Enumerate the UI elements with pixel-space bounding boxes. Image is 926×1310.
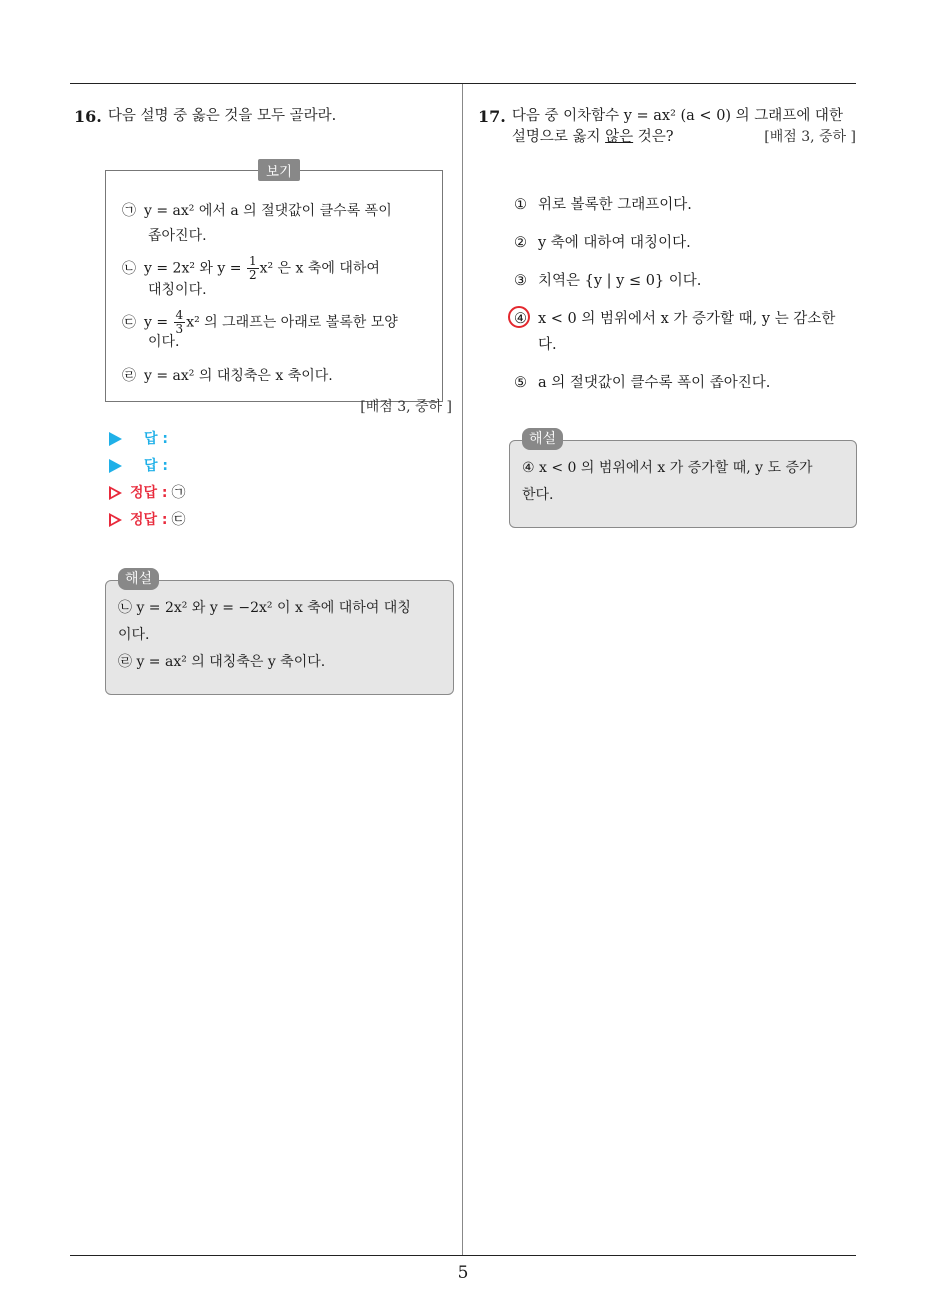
- item-text: y = ax² 에서 a 의 절댓값이 클수록 폭이: [144, 203, 392, 219]
- column-divider: [462, 84, 463, 1255]
- page-number: 5: [457, 1263, 469, 1283]
- item-text: y =: [144, 314, 169, 331]
- bogi-item-4: [122, 364, 428, 389]
- item-text: x² 은 x 축에 대하여: [259, 260, 380, 277]
- choice-list: [514, 192, 860, 396]
- explanation-body: [106, 581, 453, 684]
- item-text: y = 2x² 와 y =: [144, 260, 242, 277]
- play-arrow-icon: [109, 459, 122, 473]
- outline-arrow-icon: [109, 513, 122, 527]
- frac-numerator: 4: [175, 308, 184, 322]
- question-text-part: 설명으로 옳지: [511, 129, 606, 145]
- item-mark: ㉢: [122, 314, 136, 331]
- answer-row-1: [109, 426, 186, 453]
- item-text-cont: 이다.: [148, 334, 180, 350]
- item-mark: ㉡: [122, 260, 136, 277]
- choice-text: [538, 306, 860, 358]
- choice-text: 위로 볼록한 그래프이다.: [538, 197, 692, 213]
- choice-text: a 의 절댓값이 클수록 폭이 좁아진다.: [538, 375, 771, 391]
- answer-list: [109, 426, 186, 534]
- correct-answer-row-1: [109, 480, 186, 507]
- item-text: y = ax² 의 대칭축은 x 축이다.: [144, 368, 333, 384]
- explanation-box-16: [105, 571, 454, 695]
- answer-label: 답 :: [144, 458, 168, 474]
- score-label: [배점 3, 중하 ]: [360, 399, 452, 415]
- question-text-part: 것은?: [633, 129, 674, 145]
- explanation-label: 해설: [118, 568, 159, 590]
- bogi-label: 보기: [258, 159, 300, 181]
- question-number: 16.: [74, 107, 102, 126]
- item-mark: ㉠: [122, 203, 136, 219]
- choice-mark: ②: [514, 235, 527, 251]
- explanation-label: 해설: [522, 428, 563, 450]
- outline-arrow-icon: [109, 486, 122, 500]
- bottom-rule: [70, 1255, 856, 1256]
- item-text: x² 의 그래프는 아래로 볼록한 모양: [186, 314, 398, 331]
- question-number: 17.: [478, 107, 506, 126]
- correct-value: ㉢: [171, 512, 186, 528]
- play-arrow-icon: [109, 432, 122, 446]
- top-rule: [70, 83, 856, 84]
- correct-answer-row-2: [109, 507, 186, 534]
- item-mark: ㉣: [122, 368, 136, 384]
- choice-1[interactable]: [514, 192, 860, 218]
- bogi-item-3: [122, 309, 428, 355]
- question-line-2: [512, 127, 860, 148]
- frac-numerator: 1: [248, 254, 257, 268]
- choice-3[interactable]: [514, 268, 860, 294]
- choice-text-line: x < 0 의 범위에서 x 가 증가할 때, y 는 감소한: [538, 311, 836, 327]
- choice-2[interactable]: [514, 230, 860, 256]
- explanation-line: 한다.: [522, 487, 554, 503]
- choice-5[interactable]: [514, 370, 860, 396]
- choice-mark: ④: [514, 311, 527, 327]
- explanation-line: ④ x < 0 의 범위에서 x 가 증가할 때, y 도 증가: [522, 460, 813, 476]
- choice-4[interactable]: [514, 306, 860, 358]
- score-label: [배점 3, 중하 ]: [764, 129, 856, 145]
- explanation-line: ㉣ y = ax² 의 대칭축은 y 축이다.: [118, 654, 326, 670]
- question-17: [478, 106, 860, 503]
- item-text-cont: 좁아진다.: [148, 228, 207, 244]
- selected-circle-icon: [508, 306, 530, 328]
- question-16: [74, 106, 456, 670]
- question-line: 다음 중 이차함수 y = ax² (a < 0) 의 그래프에 대한: [511, 108, 843, 124]
- correct-label: 정답 :: [130, 485, 168, 501]
- bogi-item-1: [122, 199, 428, 249]
- choice-mark: ⑤: [514, 375, 527, 391]
- question-text: 다음 설명 중 옳은 것을 모두 골라라.: [107, 108, 337, 124]
- explanation-body: [510, 441, 856, 517]
- underlined-word: 않은: [605, 129, 634, 145]
- choice-text: 치역은 {y | y ≤ 0} 이다.: [538, 273, 702, 289]
- choice-mark: ③: [514, 273, 527, 289]
- choice-mark: ①: [514, 197, 527, 213]
- explanation-line: ㉡ y = 2x² 와 y = −2x² 이 x 축에 대하여 대칭: [118, 600, 411, 616]
- answer-row-2: [109, 453, 186, 480]
- bogi-box: [105, 164, 443, 402]
- item-text-cont: 대칭이다.: [148, 282, 207, 298]
- fraction: [247, 255, 259, 282]
- explanation-line: 이다.: [118, 627, 150, 643]
- correct-label: 정답 :: [130, 512, 168, 528]
- question-16-header: [74, 106, 456, 127]
- choice-text-line: 다.: [538, 337, 557, 353]
- correct-value: ㉠: [171, 485, 186, 501]
- answer-label: 답 :: [144, 431, 168, 447]
- frac-denominator: 3: [175, 322, 184, 336]
- explanation-box-17: [509, 431, 857, 528]
- question-17-header: [478, 106, 860, 148]
- choice-mark-wrap: [514, 306, 538, 358]
- question-text: [512, 106, 860, 148]
- bogi-item-2: [122, 255, 428, 303]
- frac-denominator: 2: [248, 268, 257, 282]
- choice-text: y 축에 대하여 대칭이다.: [538, 235, 691, 251]
